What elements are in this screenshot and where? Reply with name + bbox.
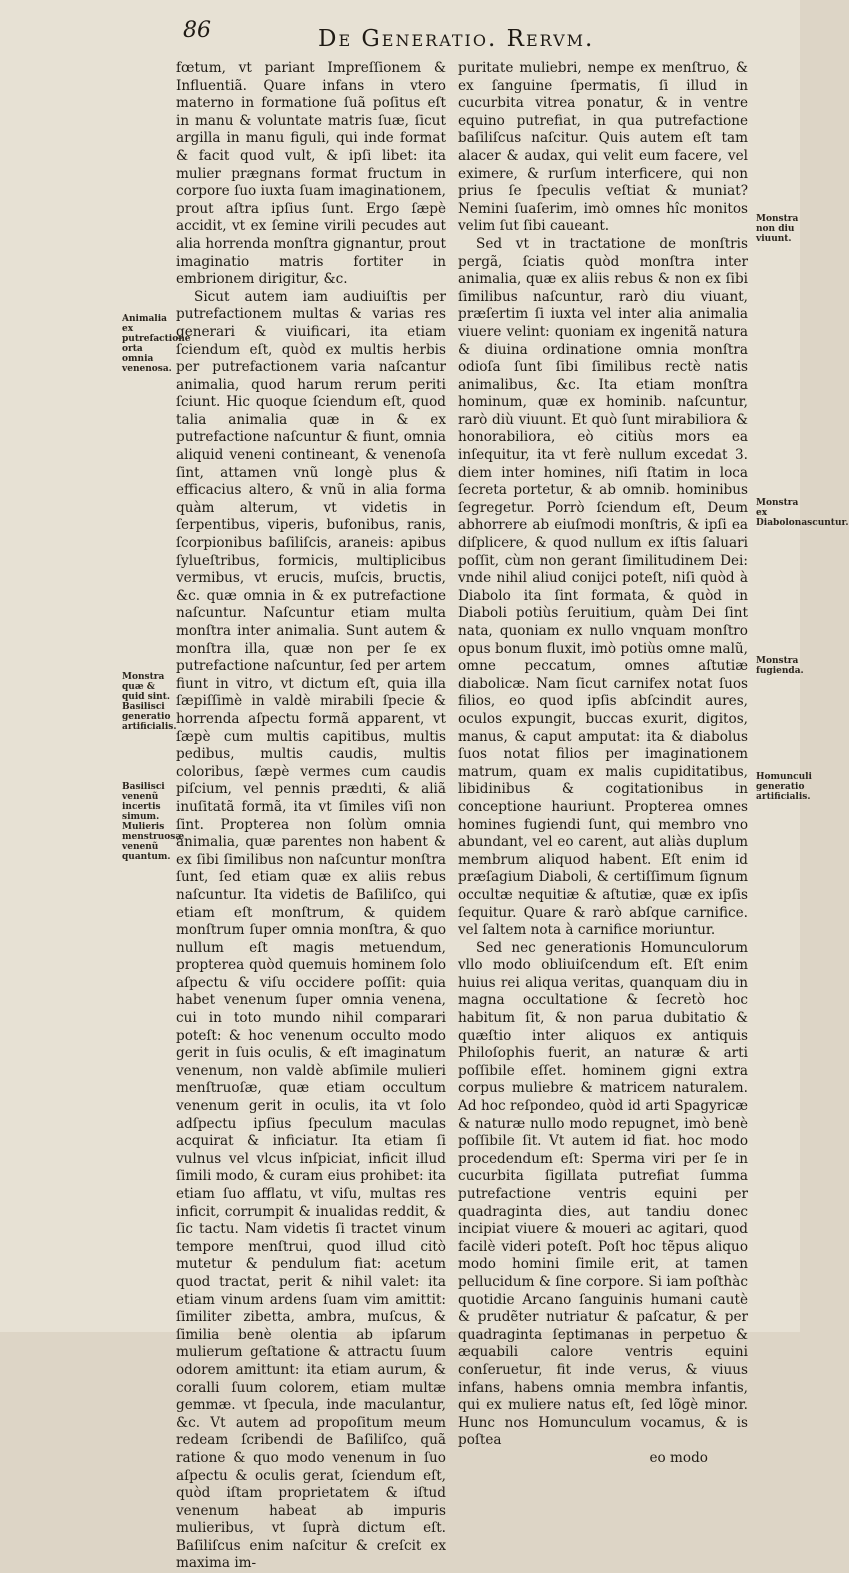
margin-note-monstra-quae: Monstra quæ & quid sint. Basilisci generatio artificialis. [122, 672, 177, 732]
margin-note-monstra-non-diu: Monstra non diu viuunt. [756, 214, 799, 244]
catchword: eo modo [649, 1449, 708, 1466]
left-column [176, 60, 446, 1573]
right-column [458, 60, 748, 1468]
margin-note-animalia: Animalia ex putrefactione orta omnia venenosa. [122, 314, 191, 374]
page-number: 86 [183, 18, 211, 43]
margin-note-monstra-diabolo: Monstra ex Diabolonascuntur. [756, 498, 849, 528]
right-paragraph-2: Sed vt in tractatione de monſtris pergã, ſciatis quòd monſtra inter animalia, quæ ex aliis rebus & non ex ſibi ſimilibus naſcuntur, rarò diu viuant, præſertim ſi iuxta vel inter alia animalia viuere velint: quoniam ex ingenitã natura & diuina ordinatione omnia monſtra odioſa ſunt ſibi ſimilibus rectè natis animalibus, &c. Ita etiam monſtra hominum, quæ ex hominib. naſcuntur, rarò diù viuunt. Et quò ſunt mirabiliora & honorabiliora, eò citiùs mors ea inſequitur, ita vt ferè nullum excedat 3. diem inter homines, niſi ſtatim in loca ſecreta portetur, & ab omnib. hominibus ſegregetur. Porrò ſciendum eſt, Deum abhorrere ab eiuſmodi monſtris, & ipſi ea diſplicere, & quod nullum ex iſtis ſaluari poſſit, cùm non gerant ſimilitudinem Dei: vnde nihil aliud conijci poteſt, niſi quòd à Diabolo ita ſint formata, & quòd in Diaboli potiùs ſeruitium, quàm Dei ſint nata, quoniam ex nullo vnquam monſtro opus bonum fluxit, imò potiùs omne malũ, omne peccatum, omnes aſtutiæ diabolicæ. Nam ſicut carnifex notat ſuos filios, eo quod ipſis abſcindit aures, oculos expungit, buccas exurit, digitos, manus, & caput amputat: ita & diabolus ſuos notat filios per imaginationem matrum, quam ex malis cupiditatibus, libidinibus & cogitationibus in conceptione hauriunt. Propterea omnes homines fugiendi ſunt, qui membro vno abundant, vel eo carent, aut aliàs duplum membrum aliquod habent. Eſt enim id præſagium Diaboli, & certiſſimum ſignum occultæ nequitiæ & aſtutiæ, quæ ex ipſis ſequitur. Quare & rarò abſque carnifice. vel ſaltem nota à carnifice moriuntur. [458, 235, 748, 939]
running-title: De Generatio. Rervm. [318, 26, 595, 52]
margin-note-homunculi: Homunculi generatio artificialis. [756, 772, 812, 802]
right-paragraph-1: puritate muliebri, nempe ex menſtruo, & ex ſanguine ſpermatis, ſi illud in cucurbita vitrea ponatur, & in ventre equino putrefiat, in qua putrefactione baſiliſcus naſcitur. Quis autem eſt tam alacer & audax, qui velit eum facere, vel eximere, & rurſum interficere, qui non prius ſe ſpeculis veſtiat & muniat? Nemini ſuaſerim, imò omnes hîc monitos velim ſut ſibi caueant. [458, 60, 748, 235]
right-paragraph-3: Sed nec generationis Homunculorum vllo modo obliuiſcendum eſt. Eſt enim huius rei aliqua veritas, quanquam diu in magna occultatione & ſecretò hoc habitum ſit, & non parua dubitatio & quæſtio inter aliquos ex antiquis Philoſophis fuerit, an naturæ & arti poſſibile eſſet. hominem gigni extra corpus muliebre & matricem naturalem. Ad hoc reſpondeo, quòd id arti Spagyricæ & naturæ nullo modo repugnet, imò benè poſſibile ſit. Vt autem id fiat. hoc modo procedendum eſt: Sperma viri per ſe in cucurbita ſigillata putrefiat ſumma putrefactione ventris equini per quadraginta dies, aut tandiu donec incipiat viuere & moueri ac agitari, quod facilè videri poteſt. Poſt hoc tẽpus aliquo modo homini ſimile erit, at tamen pellucidum & ſine corpore. Si iam poſthàc quotidie Arcano ſanguinis humani cautè & prudẽter nutriatur & paſcatur, & per quadraginta ſeptimanas in perpetuo & æquabili calore ventris equini conſeruetur, fit inde verus, & viuus infans, habens omnia membra infantis, qui ex muliere natus eſt, ſed lõgè minor. Hunc nos Homunculum vocamus, & is poſtea [458, 939, 748, 1449]
left-paragraph-2: Sicut autem iam audiuiſtis per putrefactionem multas & varias res generari & viuificari, ita etiam ſciendum eſt, quòd ex multis herbis per putrefactionem varia naſcantur animalia, quod harum rerum periti ſciunt. Hic quoque ſciendum eſt, quod talia animalia quæ in & ex putrefactione naſcuntur & fiunt, omnia aliquid veneni contineant, & venenoſa ſint, attamen vnũ longè plus & efficacius altero, & vnũ in alia forma quàm alterum, vt videtis in ſerpentibus, viperis, bufonibus, ranis, ſcorpionibus baſiliſcis, araneis: apibus ſylueſtribus, formicis, multiplicibus vermibus, vt erucis, muſcis, bructis, &c. quæ omnia in & ex putrefactione naſcuntur. Naſcuntur etiam multa monſtra inter animalia. Sunt autem & monſtra illa, quæ non per ſe ex putrefactione naſcuntur, ſed per artem fiunt in vitro, vt dictum eſt, quia illa ſæpiſſimè in valdè mirabili ſpecie & horrenda aſpectu formã apparent, vt ſæpè cum multis capitibus, multis pedibus, multis caudis, multis coloribus, ſæpè vermes cum caudis piſcium, vel pennis prædıti, & aliã inuſitatã formã, ita vt ſimiles viſi non ſint. Propterea non ſolùm omnia animalia, quæ parentes non habent & ex ſibi ſimilibus non naſcuntur monſtra ſunt, ſed etiam quæ ex aliis rebus naſcuntur. Ita videtis de Baſiliſco, qui etiam eſt monſtrum, & quidem monſtrum ſuper omnia monſtra, & quo nullum eſt magis metuendum, propterea quòd quemuis hominem ſolo aſpectu & viſu occidere poſſit: quia habet venenum ſuper omnia venena, cui in toto mundo nihil comparari poteſt: & hoc venenum occulto modo gerit in ſuis oculis, & eſt imaginatum venenum, non valdè abſimile mulieri menſtruoſæ, quæ etiam occultum venenum gerit in oculis, ita vt ſolo adſpectu ipſius ſpeculum maculas acquirat & inficiatur. Ita etiam ſi vulnus vel vlcus inſpiciat, inficit illud ſimili modo, & curam eius prohibet: ita etiam ſuo afflatu, vt viſu, multas res inficit, corrumpit & inualidas reddit, & ſic tactu. Nam videtis ſi tractet vinum tempore menſtrui, quod illud citò mutetur & pendulum fiat: acetum quod tractat, perit & nihil valet: ita etiam vinum ardens ſuam vim amittit: ſimiliter zibetta, ambra, muſcus, & ſimilia benè olentia ab ipſarum mulierum geſtatione & attractu ſuum odorem amittunt: ita etiam aurum, & coralli ſuum colorem, etiam multæ gemmæ. vt ſpecula, inde maculantur, &c. Vt autem ad propoſitum meum redeam ſcribendi de Baſiliſco, quã ratione & quo modo venenum in ſuo aſpectu & oculis gerat, ſciendum eſt, quòd iſtam proprietatem & iſtud venenum habeat ab impuris mulieribus, vt ſuprà dictum eſt. Baſiliſcus enim naſcitur & creſcit ex maxima im- [176, 288, 446, 1572]
margin-note-monstra-fugienda: Monstra fugienda. [756, 656, 804, 676]
page-header [0, 16, 800, 52]
margin-note-basilisci-venenum: Basilisci venenũ incertis simum. Mulieris menstruosæ venenũ quantum. [122, 782, 185, 862]
left-paragraph-1: fœtum, vt pariant Impreſſionem & Influentiã. Quare infans in vtero materno in formatione ſuã poſitus eſt in manu & voluntate matris ſuæ, ſicut argilla in manu figuli, qui inde format & facit quod vult, & ipſi libet: ita mulier prægnans format fructum in corpore ſuo iuxta ſuam imaginationem, prout aſtra ipſius ſunt. Ergo ſæpè accidit, vt ex ſemine virili pecudes aut alia horrenda monſtra gignantur, prout imaginatio matris fortiter in embrionem dirigitur, &c. [176, 60, 446, 288]
